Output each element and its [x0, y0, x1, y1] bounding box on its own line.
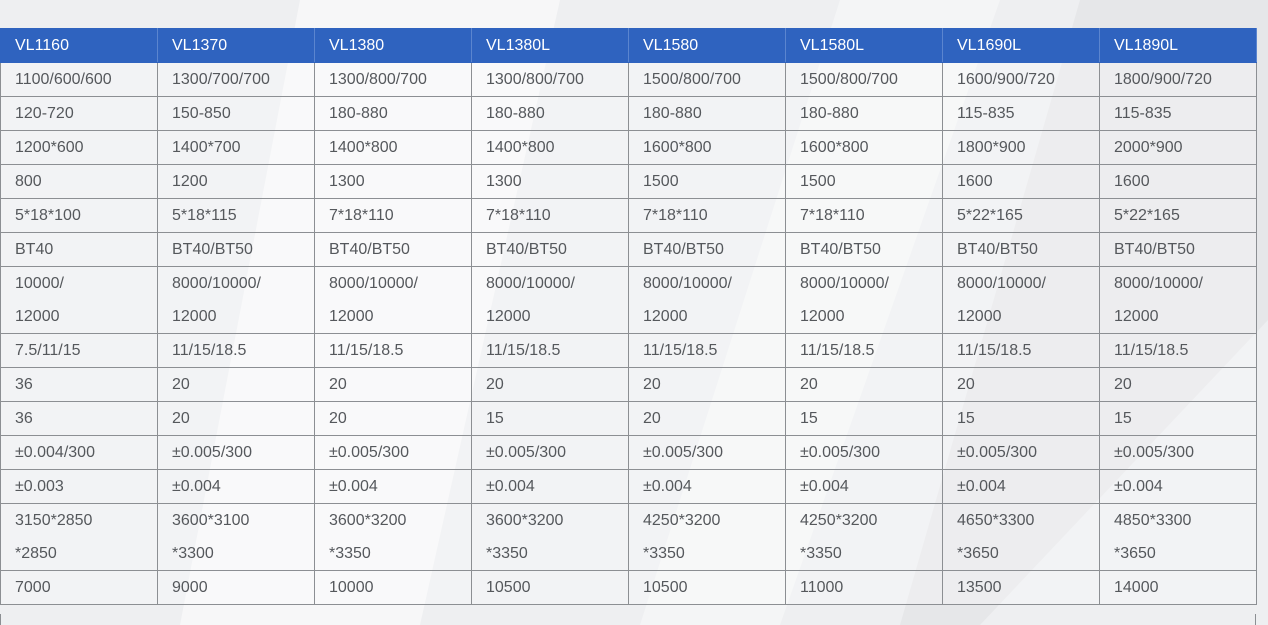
table-cell: BT40/BT50 — [943, 233, 1100, 267]
table-cell: BT40/BT50 — [629, 233, 786, 267]
table-cell: 7*18*110 — [472, 199, 629, 233]
table-cell: 1500 — [629, 165, 786, 199]
table-cell: 1600/900/720 — [943, 63, 1100, 97]
table-cell: 7000 — [1, 571, 158, 605]
table-cell: 1600*800 — [629, 131, 786, 165]
table-cell: 3150*2850 — [1, 504, 158, 538]
table-cell: 11/15/18.5 — [1100, 334, 1257, 368]
table-cell: 36 — [1, 368, 158, 402]
table-cell: 1400*700 — [158, 131, 315, 165]
table-cell: 8000/10000/ — [1100, 267, 1257, 301]
table-cell: 36 — [1, 402, 158, 436]
table-cell: 1800/900/720 — [1100, 63, 1257, 97]
table-cell: 14000 — [1100, 571, 1257, 605]
table-row — [1, 368, 1257, 402]
table-cell: 12000 — [1, 300, 158, 334]
table-cell: 115-835 — [1100, 97, 1257, 131]
table-cell: BT40 — [1, 233, 158, 267]
table-cell: *3300 — [158, 537, 315, 571]
column-header: VL1160 — [1, 29, 158, 63]
table-cell: 20 — [315, 402, 472, 436]
table-cell: 10000 — [315, 571, 472, 605]
table-cell: 10000/ — [1, 267, 158, 301]
table-cell: 12000 — [472, 300, 629, 334]
table-cell: ±0.004 — [786, 470, 943, 504]
table-cell: ±0.005/300 — [1100, 436, 1257, 470]
table-cell: 1300/800/700 — [315, 63, 472, 97]
table-cell: 180-880 — [629, 97, 786, 131]
table-cell: 20 — [472, 368, 629, 402]
table-cell: 11/15/18.5 — [943, 334, 1100, 368]
table-cell: 1600 — [1100, 165, 1257, 199]
table-cell: 5*18*115 — [158, 199, 315, 233]
table-cell: 8000/10000/ — [158, 267, 315, 301]
column-header: VL1690L — [943, 29, 1100, 63]
table-cell: ±0.004 — [158, 470, 315, 504]
table-cell: 7*18*110 — [786, 199, 943, 233]
table-row — [1, 504, 1257, 538]
table-cell: 20 — [786, 368, 943, 402]
table-cell: BT40/BT50 — [315, 233, 472, 267]
table-cell: 11/15/18.5 — [315, 334, 472, 368]
table-cell: 4250*3200 — [786, 504, 943, 538]
table-cell: 10500 — [629, 571, 786, 605]
table-cell: 15 — [943, 402, 1100, 436]
column-header: VL1890L — [1100, 29, 1257, 63]
column-header: VL1580L — [786, 29, 943, 63]
table-row — [1, 165, 1257, 199]
table-cell: 1800*900 — [943, 131, 1100, 165]
table-cell: 1200*600 — [1, 131, 158, 165]
table-cell: 1300/700/700 — [158, 63, 315, 97]
table-cell: *3350 — [786, 537, 943, 571]
table-cell: 12000 — [315, 300, 472, 334]
table-cell: 20 — [315, 368, 472, 402]
table-cell: 800 — [1, 165, 158, 199]
table-cell: BT40/BT50 — [158, 233, 315, 267]
table-cell: ±0.004 — [629, 470, 786, 504]
table-row — [1, 402, 1257, 436]
table-cell: ±0.004 — [315, 470, 472, 504]
table-cell: 20 — [158, 368, 315, 402]
table-row — [1, 571, 1257, 605]
table-cell: 2000*900 — [1100, 131, 1257, 165]
table-row — [1, 199, 1257, 233]
table-cell: BT40/BT50 — [472, 233, 629, 267]
table-cell: 20 — [629, 402, 786, 436]
table-cell: 15 — [1100, 402, 1257, 436]
table-cell: 11/15/18.5 — [629, 334, 786, 368]
table-row — [1, 470, 1257, 504]
table-cell: 12000 — [786, 300, 943, 334]
table-cell: 11/15/18.5 — [472, 334, 629, 368]
table-cell: 1600 — [943, 165, 1100, 199]
table-cell: 1300/800/700 — [472, 63, 629, 97]
table-row — [1, 537, 1257, 571]
table-cell: 1400*800 — [472, 131, 629, 165]
table-cell: 150-850 — [158, 97, 315, 131]
table-cell: 180-880 — [315, 97, 472, 131]
table-cell: 7*18*110 — [629, 199, 786, 233]
table-row — [1, 97, 1257, 131]
table-cell: ±0.004 — [472, 470, 629, 504]
table-cell: 7*18*110 — [315, 199, 472, 233]
table-row — [1, 300, 1257, 334]
table-cell: 12000 — [629, 300, 786, 334]
table-cell: *3650 — [943, 537, 1100, 571]
column-header: VL1380 — [315, 29, 472, 63]
header-row — [1, 29, 1257, 63]
table-cell: 11/15/18.5 — [786, 334, 943, 368]
table-cell: 1500/800/700 — [786, 63, 943, 97]
table-cell: 20 — [943, 368, 1100, 402]
table-cell: 8000/10000/ — [472, 267, 629, 301]
table-cell: ±0.005/300 — [315, 436, 472, 470]
table-cell: 15 — [786, 402, 943, 436]
table-cell: 7.5/11/15 — [1, 334, 158, 368]
table-cell: 5*22*165 — [943, 199, 1100, 233]
table-cell: BT40/BT50 — [1100, 233, 1257, 267]
table-cell: 8000/10000/ — [629, 267, 786, 301]
table-cell: 20 — [629, 368, 786, 402]
table-cell: 3600*3200 — [315, 504, 472, 538]
table-row — [1, 63, 1257, 97]
table-cell: *3350 — [472, 537, 629, 571]
spec-table — [0, 28, 1257, 605]
table-cell: 1600*800 — [786, 131, 943, 165]
table-row — [1, 233, 1257, 267]
table-cell: ±0.005/300 — [629, 436, 786, 470]
table-cell: 1100/600/600 — [1, 63, 158, 97]
table-cell: 1500/800/700 — [629, 63, 786, 97]
table-cell: 12000 — [158, 300, 315, 334]
column-header: VL1580 — [629, 29, 786, 63]
table-cell: ±0.005/300 — [158, 436, 315, 470]
table-row — [1, 267, 1257, 301]
table-cell: 4650*3300 — [943, 504, 1100, 538]
table-row — [1, 436, 1257, 470]
table-cell: 1400*800 — [315, 131, 472, 165]
table-cell: 11000 — [786, 571, 943, 605]
table-cell: ±0.004 — [943, 470, 1100, 504]
table-cell: 20 — [1100, 368, 1257, 402]
table-cell: 3600*3100 — [158, 504, 315, 538]
table-cell: 115-835 — [943, 97, 1100, 131]
table-cell: 1200 — [158, 165, 315, 199]
table-cell: ±0.005/300 — [943, 436, 1100, 470]
column-header: VL1370 — [158, 29, 315, 63]
table-cell: 1500 — [786, 165, 943, 199]
table-cell: 12000 — [1100, 300, 1257, 334]
table-cell: 1300 — [315, 165, 472, 199]
table-cell: 8000/10000/ — [786, 267, 943, 301]
table-cell: ±0.003 — [1, 470, 158, 504]
table-cell: 12000 — [943, 300, 1100, 334]
table-cell: 4250*3200 — [629, 504, 786, 538]
table-row — [1, 131, 1257, 165]
table-cell: 3600*3200 — [472, 504, 629, 538]
table-cell: 20 — [158, 402, 315, 436]
table-cell: 180-880 — [472, 97, 629, 131]
table-cell: 180-880 — [786, 97, 943, 131]
table-cell: 8000/10000/ — [315, 267, 472, 301]
table-cell: 13500 — [943, 571, 1100, 605]
table-cell: 9000 — [158, 571, 315, 605]
table-cell: *3350 — [629, 537, 786, 571]
table-cell: 15 — [472, 402, 629, 436]
column-header: VL1380L — [472, 29, 629, 63]
table-cell: ±0.005/300 — [786, 436, 943, 470]
table-row — [1, 334, 1257, 368]
table-cell: BT40/BT50 — [786, 233, 943, 267]
table-cell: 120-720 — [1, 97, 158, 131]
table-cell: *3350 — [315, 537, 472, 571]
table-cell: 10500 — [472, 571, 629, 605]
table-cell: 5*22*165 — [1100, 199, 1257, 233]
table-cell: *3650 — [1100, 537, 1257, 571]
table-cell: 5*18*100 — [1, 199, 158, 233]
table-cell: ±0.004/300 — [1, 436, 158, 470]
table-frame-extension — [0, 614, 1256, 625]
table-cell: *2850 — [1, 537, 158, 571]
table-cell: 4850*3300 — [1100, 504, 1257, 538]
table-cell: ±0.005/300 — [472, 436, 629, 470]
table-cell: 11/15/18.5 — [158, 334, 315, 368]
table-cell: 8000/10000/ — [943, 267, 1100, 301]
table-cell: 1300 — [472, 165, 629, 199]
table-cell: ±0.004 — [1100, 470, 1257, 504]
